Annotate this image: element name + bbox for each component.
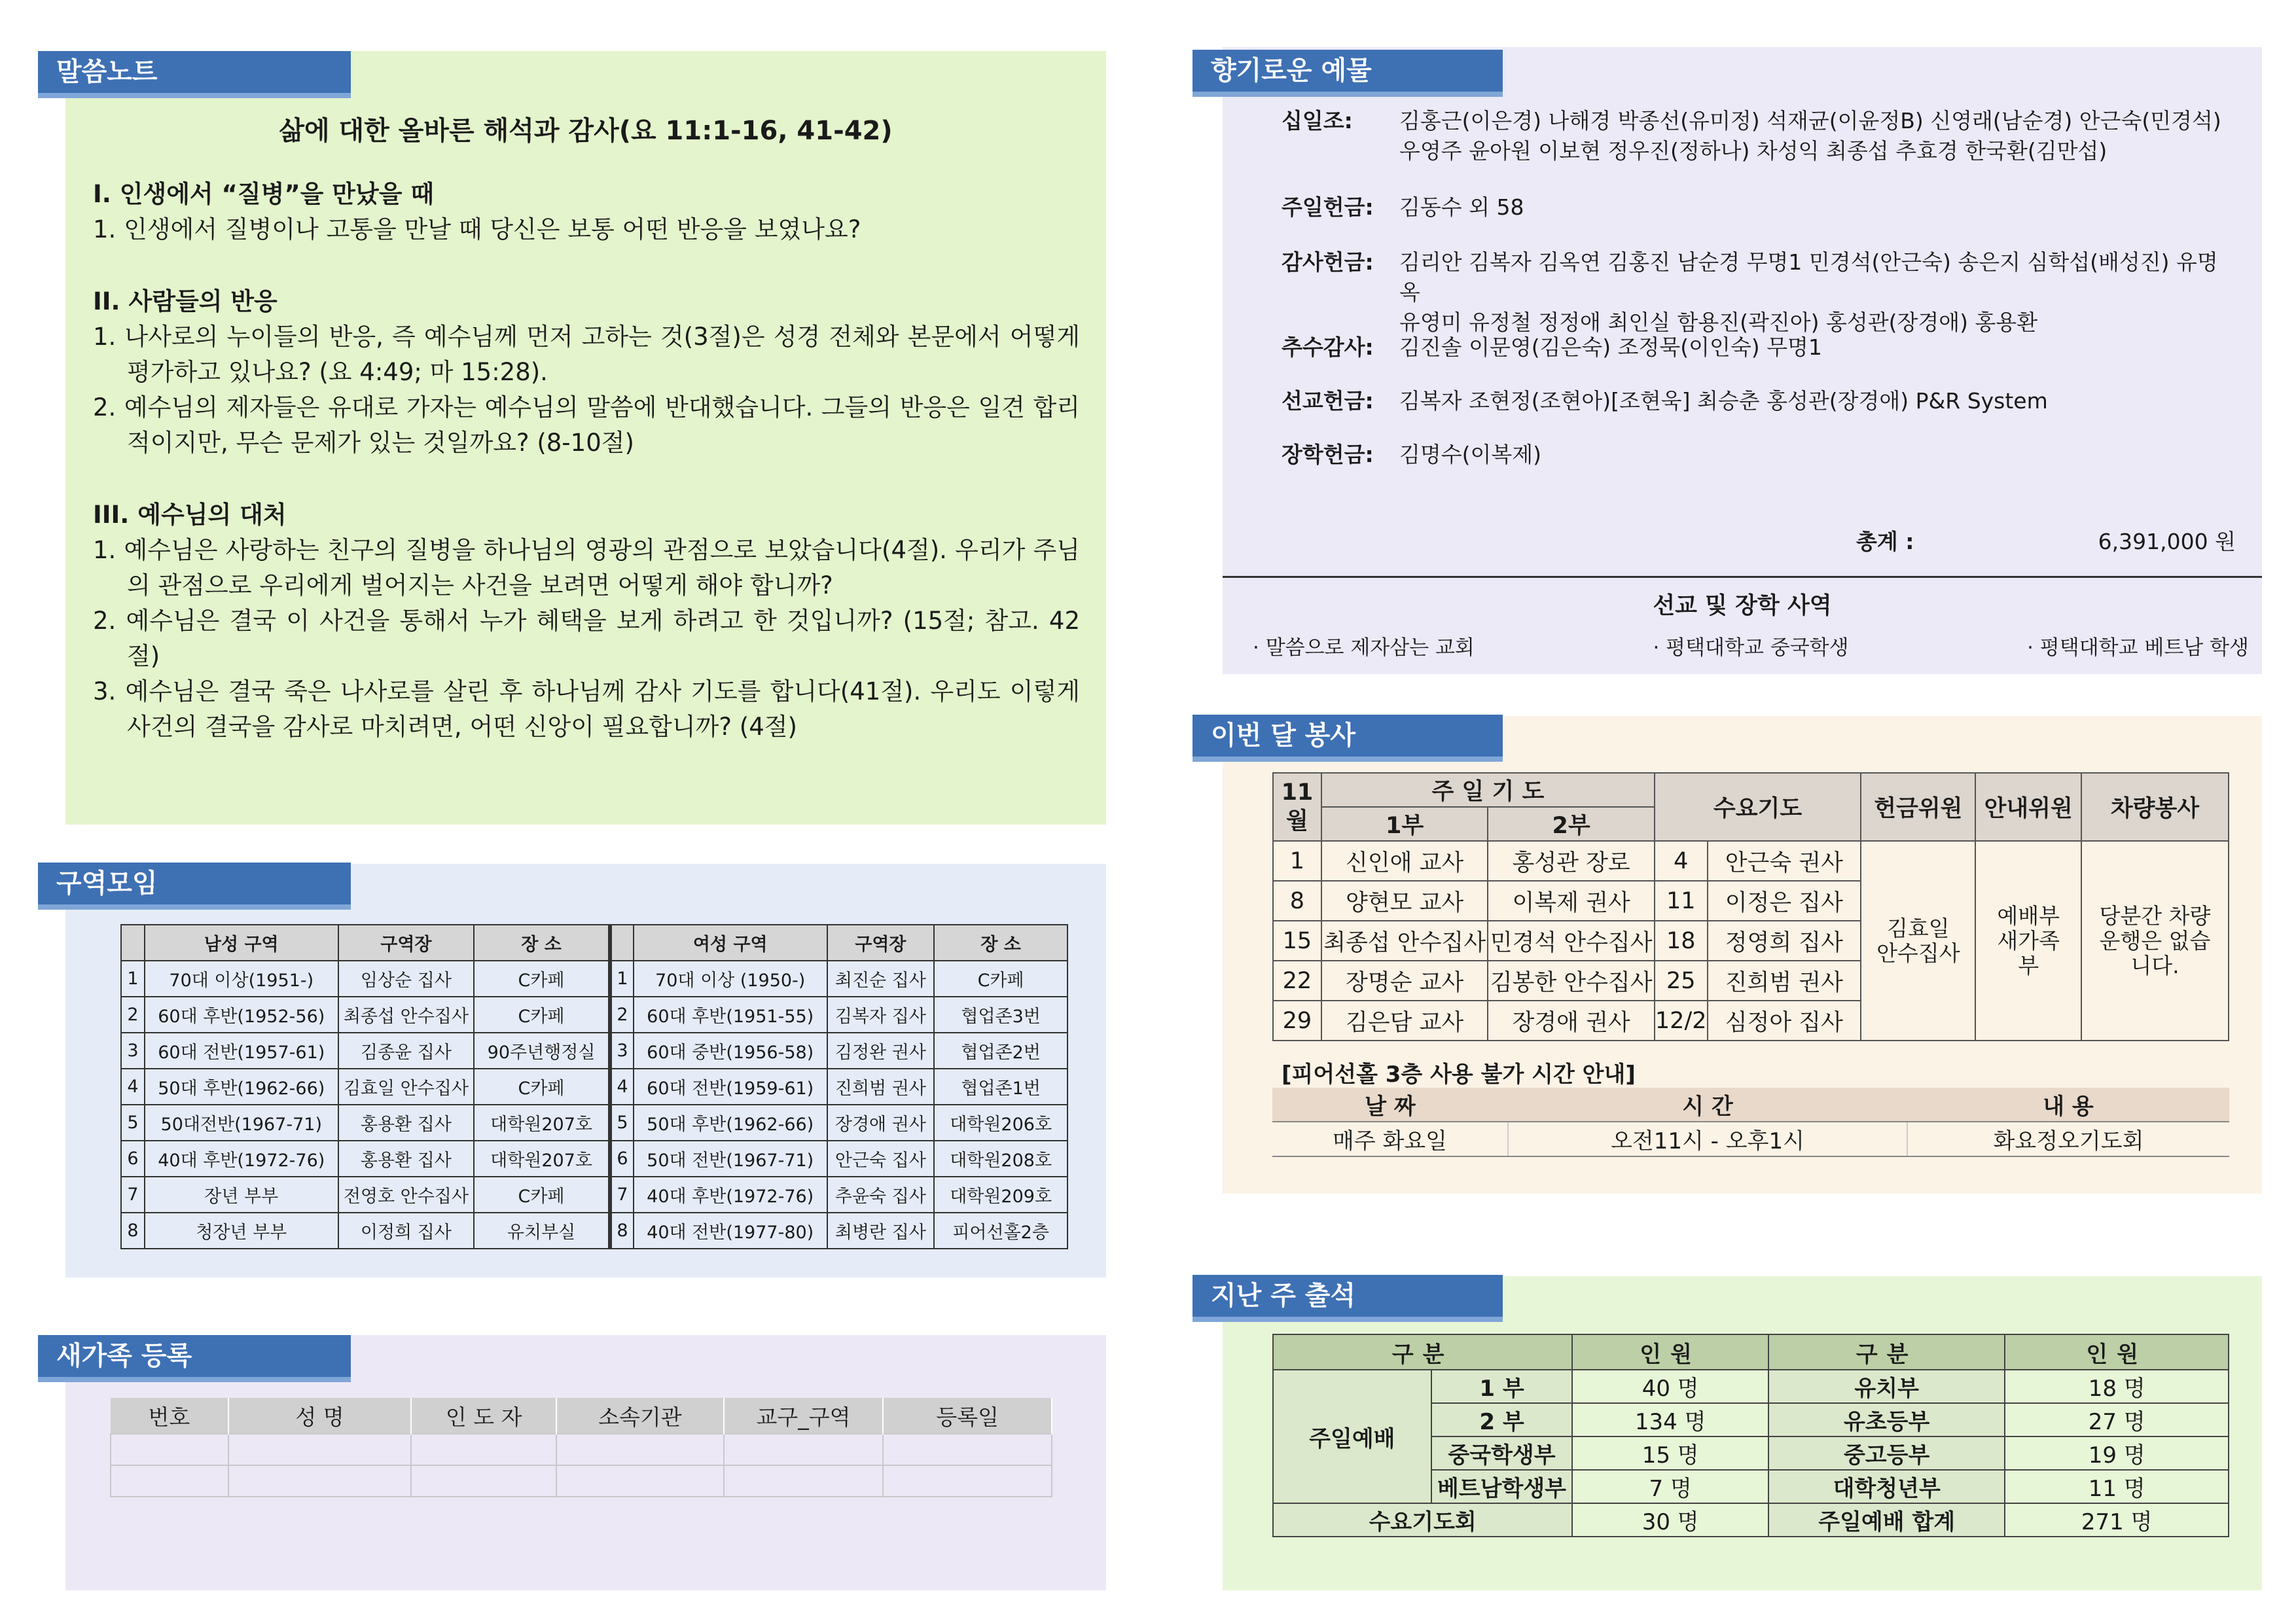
mission-item: · 말씀으로 제자삼는 교회	[1253, 636, 1475, 660]
total-label: 총계 :	[1856, 529, 1914, 554]
table-row: 7 장년 부부 전영호 안수집사 C카페 7 40대 후반(1972-76) 추윤숙 집사 대학원209호	[121, 1177, 1067, 1213]
offering-names	[1399, 386, 2236, 416]
col-date: 등록일	[883, 1398, 1052, 1434]
col-male-place: 장 소	[474, 925, 610, 961]
table-row: 2 60대 후반(1952-56) 최종섭 안수집사 C카페 2 60대 후반(1951-55) 김복자 집사 협업존3번	[121, 997, 1067, 1033]
section-question: 2. 예수님은 결국 이 사건을 통해서 누가 혜택을 보게 하려고 한 것입니까? (15절; 참고. 42절)	[93, 607, 1080, 670]
table-row: 1 70대 이상(1951-) 임상순 집사 C카페 1 70대 이상 (1950-) 최진순 집사 C카페	[121, 961, 1067, 997]
col-female-district: 여성 구역	[634, 925, 827, 961]
col-number: 번호	[111, 1398, 228, 1434]
col-guide-committee: 안내위원	[1975, 773, 2081, 841]
table-row: 22 장명순 교사 김봉한 안수집사 25 진희범 권사	[1273, 961, 2229, 1001]
offering-names-line: 우영주 윤아원 이보현 정우진(정하나) 차성익 최종섭 추효경 한국환(김만섭)	[1399, 138, 2108, 164]
col-car-service: 차량봉사	[2081, 773, 2229, 841]
total-count: 271 명	[2005, 1503, 2229, 1537]
table-row: 2 부 134 명 유초등부 27 명	[1273, 1403, 2229, 1436]
offering-total	[1856, 525, 2236, 556]
pier-hall-title: [피어선홀 3층 사용 불가 시간 안내]	[1282, 1061, 1636, 1088]
table-row: 중국학생부 15 명 중고등부 19 명	[1273, 1436, 2229, 1470]
section-heading: II. 사람들의 반응	[93, 287, 278, 315]
col-date: 날 짜	[1272, 1088, 1508, 1122]
col-first-service: 1부	[1321, 807, 1488, 841]
table-row: 베트남학생부 7 명 대학청년부 11 명	[1273, 1470, 2229, 1503]
offering-names	[1399, 192, 2236, 223]
sermon-section-3	[93, 497, 1080, 745]
attendance-panel	[1223, 1276, 2262, 1590]
month-cell: 11 월	[1273, 773, 1321, 841]
district-header: 구역모임	[38, 863, 351, 904]
sermon-header: 말씀노트	[38, 51, 351, 93]
district-table	[120, 924, 1068, 1249]
table-row: 29 김은담 교사 장경애 권사 12/2 심정아 집사	[1273, 1001, 2229, 1041]
offering-panel	[1223, 47, 2262, 674]
guide-committee-cell: 예배부 새가족부	[1975, 841, 2081, 1041]
offering-names-line: 김진솔 이문영(김은숙) 조정묵(이인숙) 무명1	[1399, 334, 1822, 360]
table-row: 1 신인애 교사 홍성관 장로 4 안근숙 권사 김효일 안수집사 예배부 새가족부 당분간 차량운행은 없습니다.	[1273, 841, 2229, 881]
offering-label: 장학헌금:	[1282, 442, 1374, 467]
col-guide: 인 도 자	[411, 1398, 556, 1434]
service-header: 이번 달 봉사	[1193, 715, 1503, 757]
table-row: 수요기도회 30 명 주일예배 합계 271 명	[1273, 1503, 2229, 1537]
section-question: 1. 인생에서 질병이나 고통을 만날 때 당신은 보통 어떤 반응을 보였나요?	[93, 215, 861, 243]
col-wed-prayer: 수요기도	[1655, 773, 1861, 841]
offering-row	[1282, 247, 2236, 338]
table-row	[111, 1434, 1052, 1465]
col-category-left: 구분	[1273, 1334, 1572, 1370]
col-count-right: 인원	[2005, 1334, 2229, 1370]
attendance-header: 지난 주 출석	[1193, 1275, 1503, 1317]
sunday-label: 주일예배	[1273, 1370, 1431, 1503]
col-org: 소속기관	[556, 1398, 724, 1434]
mission-item: · 평택대학교 중국학생	[1653, 636, 1849, 660]
wed-label: 수요기도회	[1273, 1503, 1572, 1537]
offering-names-line: 김홍근(이은경) 나해경 박종선(유미정) 석재균(이윤정B) 신영래(남순경) 안근숙(민경석)	[1399, 108, 2221, 134]
col-second-service: 2부	[1488, 807, 1655, 841]
mission-list	[1253, 631, 2249, 660]
table-row: 8 청장년 부부 이정희 집사 유치부실 8 40대 전반(1977-80) 최병란 집사 피어선홀2층	[121, 1213, 1067, 1249]
table-row: 6 40대 후반(1972-76) 홍용환 집사 대학원207호 6 50대 전반(1967-71) 안근숙 집사 대학원208호	[121, 1141, 1067, 1177]
offering-names	[1399, 106, 2236, 166]
offering-row	[1282, 440, 2236, 470]
table-row: 3 60대 전반(1957-61) 김종윤 집사 90주년행정실 3 60대 중반(1956-58) 김정완 권사 협업존2번	[121, 1033, 1067, 1069]
table-row	[111, 1465, 1052, 1497]
table-row: 매주 화요일 오전11시 - 오후1시 화요정오기도회	[1272, 1122, 2229, 1156]
newfamily-header: 새가족 등록	[38, 1335, 351, 1377]
offering-names-line: 김명수(이복제)	[1399, 442, 1542, 467]
section-question: 3. 예수님은 결국 죽은 나사로를 살린 후 하나님께 감사 기도를 합니다(41절). 우리도 이렇게 사건의 결국을 감사로 마치려면, 어떤 신앙이 필요합니까? (4절)	[93, 677, 1080, 741]
service-table	[1272, 772, 2229, 1041]
col-name: 성 명	[228, 1398, 412, 1434]
total-value: 6,391,000 원	[2098, 529, 2236, 554]
car-service-cell: 당분간 차량운행은 없습니다.	[2081, 841, 2229, 1041]
offering-names	[1399, 440, 2236, 470]
offering-row	[1282, 106, 2236, 166]
offering-names-line: 김복자 조현정(조현아)[조현욱] 최승춘 홍성관(장경애) P&R System	[1399, 388, 2048, 414]
col-female-leader: 구역장	[827, 925, 935, 961]
sermon-section-1	[93, 177, 1080, 247]
col-time: 시 간	[1508, 1088, 1907, 1122]
section-question: 1. 나사로의 누이들의 반응, 즉 예수님께 먼저 고하는 것(3절)은 성경 전체와 본문에서 어떻게 평가하고 있나요? (요 4:49; 마 15:28).	[93, 323, 1080, 386]
table-row: 15 최종섭 안수집사 민경석 안수집사 18 정영희 집사	[1273, 921, 2229, 961]
offering-names-line: 김동수 외 58	[1399, 194, 1524, 220]
col-offering-committee: 헌금위원	[1861, 773, 1975, 841]
offering-label: 주일헌금:	[1282, 194, 1374, 220]
district-panel	[65, 864, 1106, 1277]
table-row: 5 50대전반(1967-71) 홍용환 집사 대학원207호 5 50대 후반(1962-66) 장경애 권사 대학원206호	[121, 1105, 1067, 1141]
col-female-place: 장 소	[934, 925, 1067, 961]
offering-row	[1282, 386, 2236, 416]
divider	[1223, 576, 2262, 578]
col-count-left: 인원	[1572, 1334, 1768, 1370]
offering-label: 추수감사:	[1282, 334, 1374, 360]
service-panel	[1223, 716, 2262, 1194]
table-row: 8 양현모 교사 이복제 권사 11 이정은 집사	[1273, 881, 2229, 921]
offering-names	[1399, 247, 2236, 338]
offering-label: 십일조:	[1282, 108, 1353, 134]
col-category-right: 구분	[1768, 1334, 2005, 1370]
sermon-note-panel	[65, 51, 1106, 825]
offering-label: 선교헌금:	[1282, 388, 1374, 414]
offering-header: 향기로운 예물	[1193, 50, 1503, 92]
col-parish: 교구_구역	[724, 1398, 884, 1434]
offering-row	[1282, 332, 2236, 363]
offering-row	[1282, 192, 2236, 223]
section-question: 1. 예수님은 사랑하는 친구의 질병을 하나님의 영광의 관점으로 보았습니다(4절). 우리가 주님의 관점으로 우리에게 벌어지는 사건을 보려면 어떻게 해야 합니까?	[93, 536, 1080, 599]
table-row: 4 50대 후반(1962-66) 김효일 안수집사 C카페 4 60대 전반(1959-61) 진희범 권사 협업존1번	[121, 1069, 1067, 1105]
section-heading: I. 인생에서 “질병”을 만났을 때	[93, 180, 435, 208]
col-sunday-prayer: 주 일 기 도	[1321, 773, 1655, 807]
pier-hall-table	[1272, 1088, 2229, 1157]
offering-names	[1399, 332, 2236, 363]
col-male-leader: 구역장	[338, 925, 475, 961]
mission-item: · 평택대학교 베트남 학생	[2027, 636, 2249, 660]
section-question: 2. 예수님의 제자들은 유대로 가자는 예수님의 말씀에 반대했습니다. 그들의 반응은 일견 합리적이지만, 무슨 문제가 있는 것일까요? (8-10절)	[93, 393, 1080, 457]
offering-names-line: 유영미 유정철 정정애 최인실 함용진(곽진아) 홍성관(장경애) 홍용환	[1399, 310, 2038, 335]
offering-committee-cell: 김효일 안수집사	[1861, 841, 1975, 1041]
attendance-table	[1272, 1334, 2229, 1537]
newfamily-table	[110, 1398, 1052, 1497]
col-content: 내 용	[1907, 1088, 2229, 1122]
sermon-title: 삶에 대한 올바른 해석과 감사(요 11:1-16, 41-42)	[279, 116, 893, 146]
col-male-district: 남성 구역	[145, 925, 338, 961]
total-label: 주일예배 합계	[1768, 1503, 2005, 1537]
section-heading: III. 예수님의 대처	[93, 501, 287, 529]
sermon-section-2	[93, 284, 1080, 461]
table-row: 주일예배 1 부 40 명 유치부 18 명	[1273, 1370, 2229, 1403]
offering-names-line: 김리안 김복자 김옥연 김홍진 남순경 무명1 민경석(안근숙) 송은지 심학섭(배성진) 유명옥	[1399, 249, 2218, 305]
mission-title: 선교 및 장학 사역	[1653, 593, 1832, 619]
offering-label: 감사헌금:	[1282, 249, 1374, 275]
